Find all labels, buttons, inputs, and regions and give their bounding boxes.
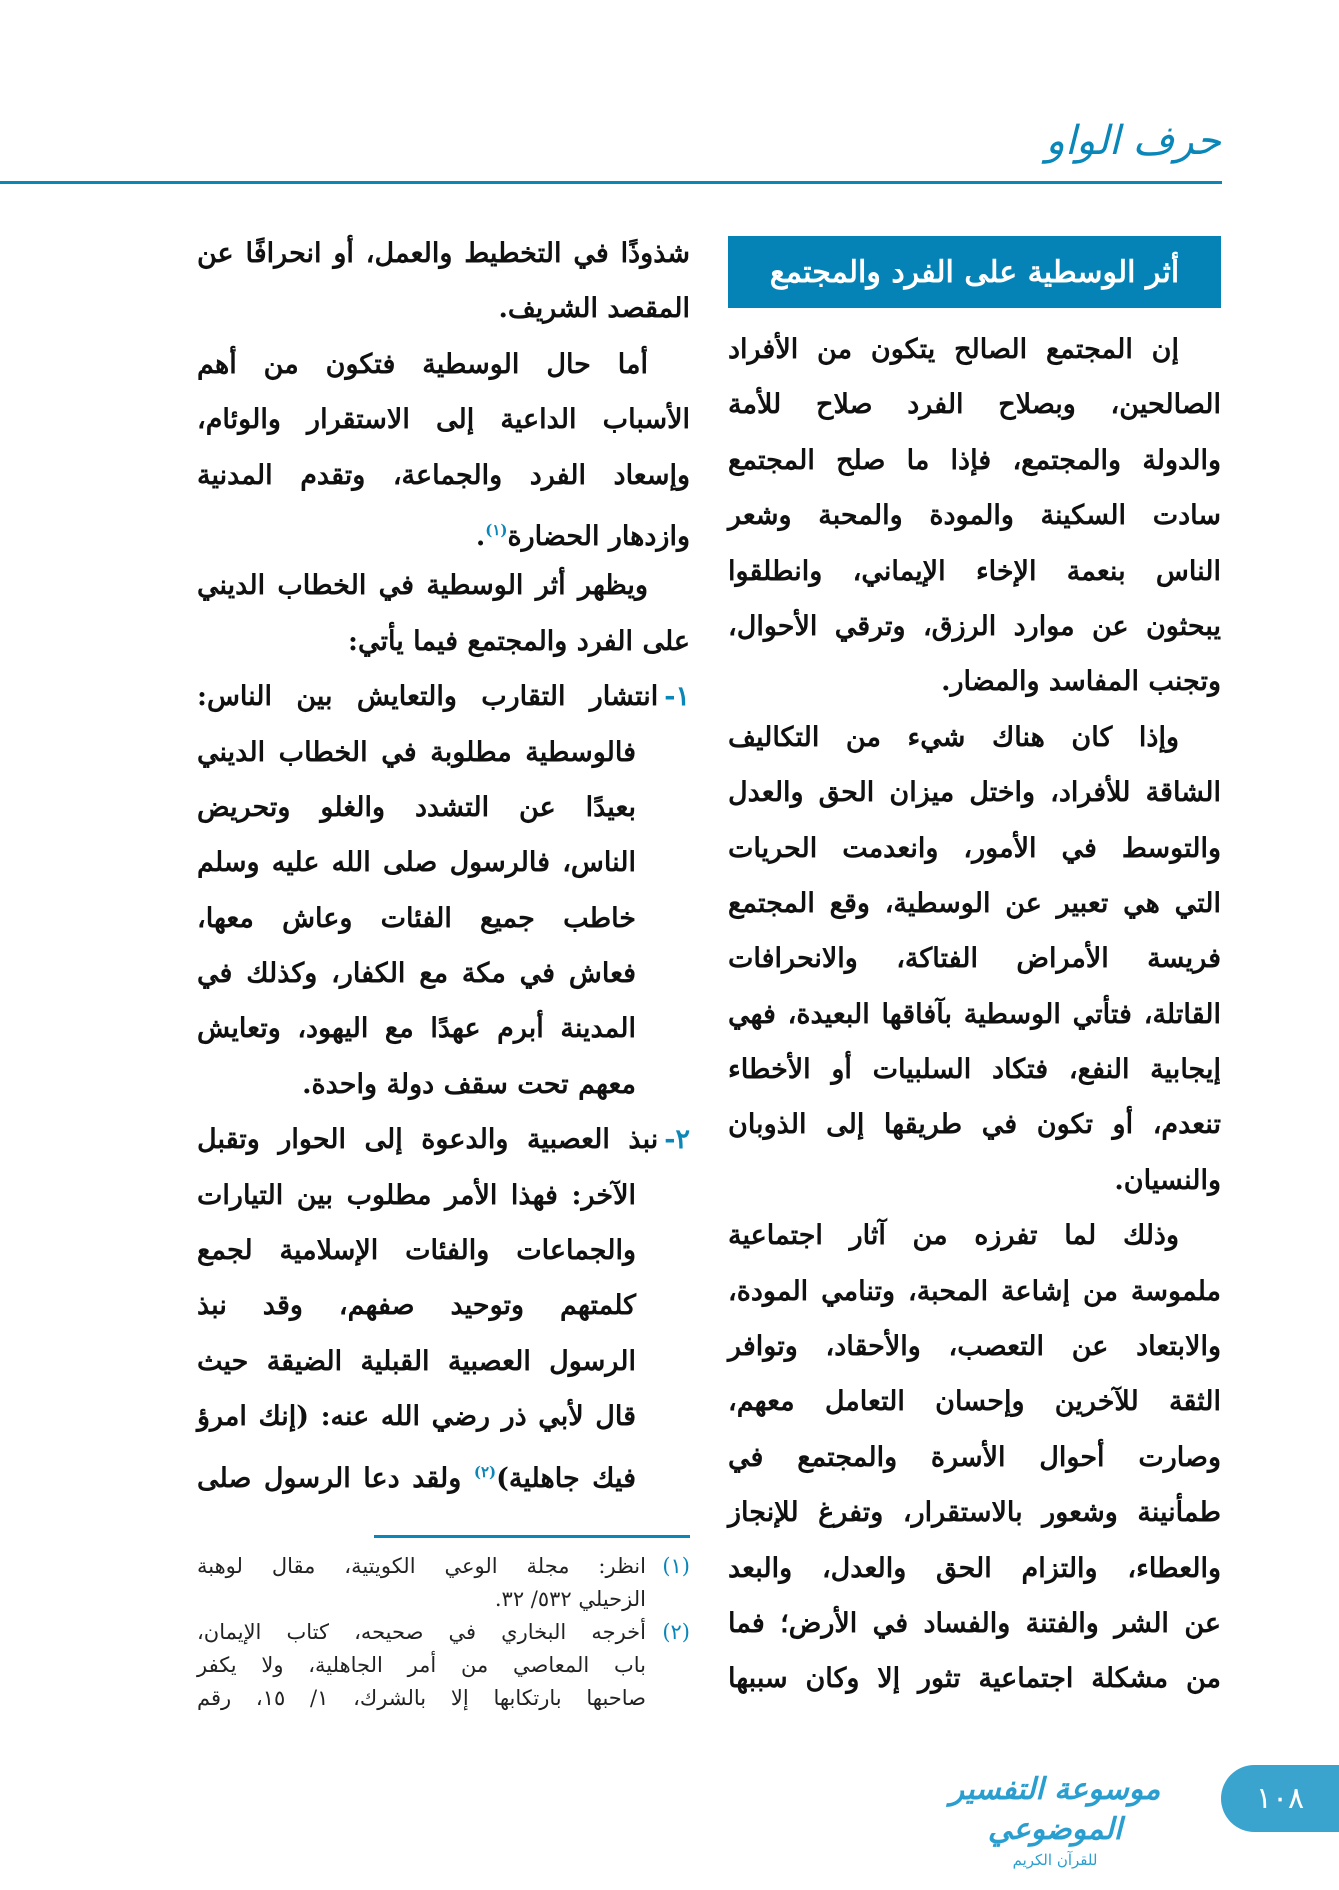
text-line (197, 1001, 690, 1056)
line-text: . (475, 520, 486, 552)
line-text: الشاقة للأفراد، واختل ميزان الحق والعدل (728, 777, 1221, 809)
line-text: والدولة والمجتمع، فإذا ما صلح المجتمع (728, 444, 1221, 476)
footnote-line (197, 1616, 690, 1649)
line-text: فعاش في مكة مع الكفار، وكذلك في (197, 958, 636, 990)
text-line (197, 558, 690, 613)
text-line (728, 544, 1221, 599)
text-line (197, 337, 690, 392)
list-number: ١- (664, 681, 690, 713)
text-line (728, 876, 1221, 931)
line-text: فالوسطية مطلوبة في الخطاب الديني (197, 736, 636, 768)
line-text: نبذ العصبية والدعوة إلى الحوار وتقبل (197, 1124, 659, 1156)
text-line (728, 987, 1221, 1042)
line-text: الناس، فالرسول صلى الله عليه وسلم (197, 847, 636, 879)
text-line (728, 1042, 1221, 1097)
line-text: إيجابية النفع، فتكاد السلبيات أو الأخطاء (728, 1054, 1221, 1086)
footnote-number: (١) (662, 1554, 690, 1578)
text-line (728, 488, 1221, 543)
line-text: فريسة الأمراض الفتاكة، والانحرافات (728, 943, 1221, 975)
text-line (728, 1374, 1221, 1429)
line-text: خاطب جميع الفئات وعاش معها، (197, 902, 636, 934)
text-line (728, 1264, 1221, 1319)
line-text: المدينة أبرم عهدًا مع اليهود، وتعايش (197, 1013, 636, 1045)
left-column (197, 226, 690, 1500)
text-line (197, 780, 690, 835)
header-rule (0, 181, 1222, 184)
page-number: ١٠٨ (1221, 1765, 1339, 1832)
footnotes (197, 1550, 690, 1715)
text-line (728, 931, 1221, 986)
line-text: طمأنينة وشعور بالاستقرار، وتفرغ للإنجاز (728, 1497, 1221, 1529)
text-line (197, 946, 690, 1001)
text-line (728, 1153, 1221, 1208)
text-line (728, 433, 1221, 488)
line-text: وتجنب المفاسد والمضار. (941, 666, 1221, 698)
line-text: تنعدم، أو تكون في طريقها إلى الذوبان (728, 1109, 1221, 1141)
text-line (728, 322, 1221, 377)
line-text: والعطاء، والتزام الحق والعدل، والبعد (728, 1552, 1221, 1584)
line-text: الناس بنعمة الإخاء الإيماني، وانطلقوا (728, 555, 1221, 587)
line-text: المقصد الشريف. (498, 293, 690, 325)
line-text: الأسباب الداعية إلى الاستقرار والوئام، (197, 404, 690, 436)
line-text: أما حال الوسطية فتكون من أهم (197, 348, 648, 380)
right-column (728, 322, 1221, 1707)
line-text: قال لأبي ذر رضي الله عنه: (إنك امرؤ (197, 1401, 636, 1433)
line-text: الثقة للآخرين وإحسان التعامل معهم، (728, 1386, 1221, 1418)
line-text: معهم تحت سقف دولة واحدة. (302, 1068, 636, 1100)
text-line (197, 1445, 690, 1500)
line-text: فيك جاهلية) (496, 1462, 636, 1494)
line-text: على الفرد والمجتمع فيما يأتي: (347, 625, 690, 657)
line-text: الصالحين، وبصلاح الفرد صلاح للأمة (728, 389, 1221, 421)
text-line (197, 891, 690, 946)
text-line (728, 377, 1221, 432)
text-line (728, 1208, 1221, 1263)
logo-subtitle: للقرآن الكريم (1012, 1851, 1098, 1869)
text-line (728, 765, 1221, 820)
footnote-rule (374, 1535, 690, 1538)
line-text: كلمتهم وتوحيد صفهم، وقد نبذ (197, 1290, 636, 1322)
line-text: والتوسط في الأمور، وانعدمت الحريات (728, 832, 1221, 864)
footnote-text: باب المعاصي من أمر الجاهلية، ولا يكفر (197, 1653, 646, 1677)
text-line (728, 710, 1221, 765)
footnote-line (197, 1682, 690, 1715)
text-line (197, 226, 690, 281)
text-line (728, 1485, 1221, 1540)
line-text: التي هي تعبير عن الوسطية، وقع المجتمع (728, 887, 1221, 919)
text-line (197, 725, 690, 780)
line-text: بعيدًا عن التشدد والغلو وتحريض (197, 791, 636, 823)
line-text: وصارت أحوال الأسرة والمجتمع في (728, 1441, 1221, 1473)
line-text: شذوذًا في التخطيط والعمل، أو انحرافًا عن (197, 238, 690, 269)
text-line (197, 281, 690, 336)
text-line (728, 1319, 1221, 1374)
section-heading: أثر الوسطية على الفرد والمجتمع (728, 236, 1221, 308)
line-text: من مشكلة اجتماعية تثور إلا وكان سببها (728, 1663, 1221, 1695)
line-text: القاتلة، فتأتي الوسطية بآفاقها البعيدة، فهي (728, 998, 1221, 1030)
text-line (728, 1541, 1221, 1596)
text-line (197, 1057, 690, 1112)
text-line (728, 1430, 1221, 1485)
line-text: والجماعات والفئات الإسلامية لجمع (197, 1235, 636, 1267)
list-number: ٢- (664, 1124, 690, 1156)
line-text: وإسعاد الفرد والجماعة، وتقدم المدنية (197, 459, 690, 491)
footnote-text: أخرجه البخاري في صحيحه، كتاب الإيمان، (197, 1620, 646, 1644)
line-text: عن الشر والفتنة والفساد في الأرض؛ فما (728, 1607, 1221, 1639)
footnote-number: (٢) (662, 1620, 690, 1644)
line-text: وإذا كان هناك شيء من التكاليف (728, 721, 1179, 753)
footnote-line (197, 1583, 690, 1616)
footnote-text: الزحيلي ٥٣٢/ ٣٢. (494, 1587, 646, 1611)
line-text: والابتعاد عن التعصب، والأحقاد، وتوافر (728, 1331, 1221, 1363)
footnote-text: انظر: مجلة الوعي الكويتية، مقال لوهبة (197, 1554, 646, 1578)
text-line (197, 1278, 690, 1333)
text-line (728, 821, 1221, 876)
line-text: والنسيان. (1114, 1164, 1221, 1196)
text-line (197, 614, 690, 669)
line-text: الآخر: فهذا الأمر مطلوب بين التيارات (197, 1179, 636, 1211)
text-line (728, 1596, 1221, 1651)
text-line (197, 392, 690, 447)
line-text: سادت السكينة والمودة والمحبة وشعر (728, 500, 1221, 532)
line-text: ملموسة من إشاعة المحبة، وتنامي المودة، (728, 1275, 1221, 1307)
text-line (197, 1112, 690, 1167)
text-line (728, 1651, 1221, 1706)
text-line (197, 503, 690, 558)
text-line (197, 1168, 690, 1223)
footnote-text: صاحبها بارتكابها إلا بالشرك، ١/ ١٥، رقم (197, 1686, 646, 1710)
line-text: وذلك لما تفرزه من آثار اجتماعية (728, 1220, 1179, 1252)
footnote-reference: (٢) (473, 1462, 497, 1481)
footnote-line (197, 1649, 690, 1682)
text-line (197, 448, 690, 503)
line-text: انتشار التقارب والتعايش بين الناس: (197, 681, 659, 713)
text-line (197, 835, 690, 890)
line-text: إن المجتمع الصالح يتكون من الأفراد (728, 334, 1179, 365)
text-line (197, 1223, 690, 1278)
encyclopedia-logo (930, 1770, 1180, 1869)
text-line (728, 599, 1221, 654)
line-text: الرسول العصبية القبلية الضيقة حيث (197, 1345, 636, 1377)
footnote-line (197, 1550, 690, 1583)
chapter-title: حرف الواو (1045, 118, 1221, 164)
text-line (197, 1334, 690, 1389)
footnote-reference: (١) (485, 520, 508, 539)
logo-title: موسوعة التفسير الموضوعي (949, 1772, 1161, 1847)
text-line (197, 669, 690, 724)
line-text: ويظهر أثر الوسطية في الخطاب الديني (197, 570, 648, 602)
text-line (197, 1389, 690, 1444)
line-text: ولقد دعا الرسول صلى (197, 1462, 474, 1494)
line-text: يبحثون عن موارد الرزق، وترقي الأحوال، (728, 610, 1221, 642)
line-text: وازدهار الحضارة (507, 520, 690, 552)
text-line (728, 1097, 1221, 1152)
text-line (728, 654, 1221, 709)
